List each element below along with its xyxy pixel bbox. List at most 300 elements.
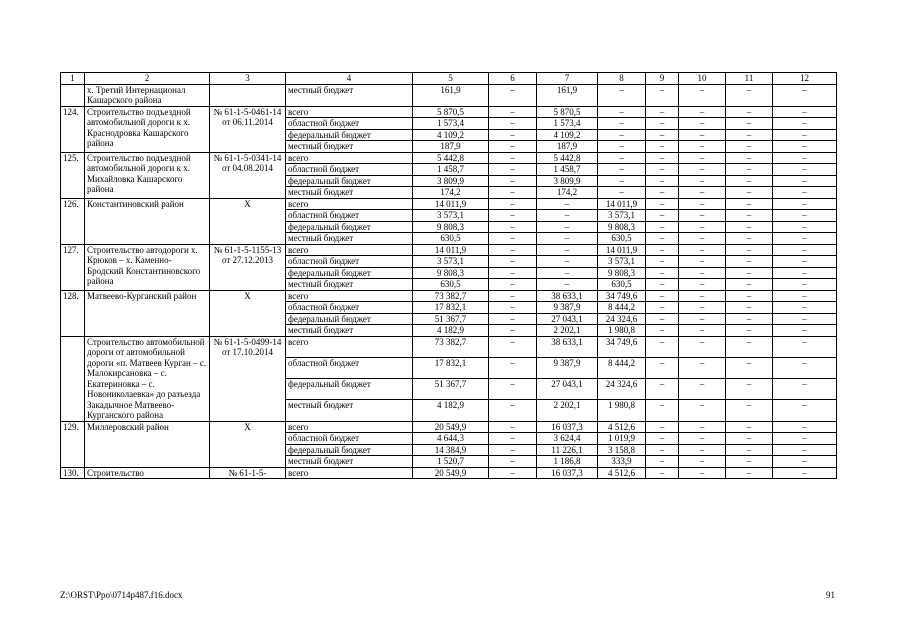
col6-value-cell: –: [489, 152, 537, 164]
col10-value-cell: –: [679, 456, 726, 468]
col9-value-cell: –: [646, 84, 679, 106]
row-number-cell: 128.: [61, 290, 85, 336]
col11-value-cell: –: [726, 444, 773, 456]
col9-value-cell: –: [646, 336, 679, 357]
col11-value-cell: –: [726, 433, 773, 445]
column-number-cell: 12: [773, 73, 837, 85]
table-row: [61, 290, 837, 302]
col6-value-cell: –: [489, 400, 537, 421]
object-name-cell: Строительство подъездной автомобильной дороги к х. Краснодровка Кашарского района: [85, 106, 210, 152]
funding-source-cell: всего: [286, 198, 413, 210]
total-value-cell: 4 182,9: [413, 400, 489, 421]
col10-value-cell: –: [679, 357, 726, 378]
col8-value-cell: 8 444,2: [598, 357, 646, 378]
col11-value-cell: –: [726, 267, 773, 279]
col6-value-cell: –: [489, 141, 537, 153]
total-value-cell: 630,5: [413, 233, 489, 245]
col8-value-cell: 34 749,6: [598, 336, 646, 357]
table-row: [61, 84, 837, 106]
col8-value-cell: 333,9: [598, 456, 646, 468]
total-value-cell: 630,5: [413, 279, 489, 291]
col12-value-cell: –: [773, 221, 837, 233]
col9-value-cell: –: [646, 313, 679, 325]
col10-value-cell: –: [679, 175, 726, 187]
col9-value-cell: –: [646, 279, 679, 291]
total-value-cell: 1 458,7: [413, 164, 489, 176]
col8-value-cell: –: [598, 164, 646, 176]
funding-source-cell: местный бюджет: [286, 233, 413, 245]
col11-value-cell: –: [726, 290, 773, 302]
col6-value-cell: –: [489, 210, 537, 222]
col10-value-cell: –: [679, 421, 726, 433]
total-value-cell: 4 109,2: [413, 129, 489, 141]
col11-value-cell: –: [726, 421, 773, 433]
col7-value-cell: 11 226,1: [537, 444, 598, 456]
col10-value-cell: –: [679, 444, 726, 456]
column-number-cell: 1: [61, 73, 85, 85]
row-number-cell: 127.: [61, 244, 85, 290]
row-number-cell: 130.: [61, 467, 85, 479]
col11-value-cell: –: [726, 221, 773, 233]
col9-value-cell: –: [646, 421, 679, 433]
col11-value-cell: –: [726, 210, 773, 222]
object-name-cell: х. Третий Интернационал Кашарского района: [85, 84, 210, 106]
funding-source-cell: местный бюджет: [286, 456, 413, 468]
total-value-cell: 9 808,3: [413, 221, 489, 233]
col7-value-cell: 161,9: [537, 84, 598, 106]
col10-value-cell: –: [679, 118, 726, 130]
col6-value-cell: –: [489, 336, 537, 357]
funding-source-cell: федеральный бюджет: [286, 175, 413, 187]
col8-value-cell: 3 158,8: [598, 444, 646, 456]
table-header-row: [61, 73, 837, 85]
col11-value-cell: –: [726, 141, 773, 153]
col12-value-cell: –: [773, 118, 837, 130]
col6-value-cell: –: [489, 357, 537, 378]
funding-source-cell: областной бюджет: [286, 256, 413, 268]
col7-value-cell: –: [537, 198, 598, 210]
total-value-cell: 5 870,5: [413, 106, 489, 118]
col6-value-cell: –: [489, 421, 537, 433]
col10-value-cell: –: [679, 152, 726, 164]
col10-value-cell: –: [679, 279, 726, 291]
col8-value-cell: 4 512,6: [598, 467, 646, 479]
col8-value-cell: 630,5: [598, 279, 646, 291]
col11-value-cell: –: [726, 400, 773, 421]
col7-value-cell: –: [537, 256, 598, 268]
row-number-cell: 124.: [61, 106, 85, 152]
col9-value-cell: –: [646, 118, 679, 130]
col9-value-cell: –: [646, 187, 679, 199]
col11-value-cell: –: [726, 152, 773, 164]
col10-value-cell: –: [679, 84, 726, 106]
column-number-cell: 5: [413, 73, 489, 85]
col12-value-cell: –: [773, 302, 837, 314]
column-number-cell: 4: [286, 73, 413, 85]
col10-value-cell: –: [679, 164, 726, 176]
document-ref-cell: Х: [210, 198, 286, 244]
col10-value-cell: –: [679, 210, 726, 222]
col8-value-cell: 630,5: [598, 233, 646, 245]
table-row: [61, 421, 837, 433]
col7-value-cell: 1 573,4: [537, 118, 598, 130]
col7-value-cell: –: [537, 244, 598, 256]
column-number-cell: 6: [489, 73, 537, 85]
total-value-cell: 4 644,3: [413, 433, 489, 445]
object-name-cell: Константиновский район: [85, 198, 210, 244]
col9-value-cell: –: [646, 198, 679, 210]
object-name-cell: Строительство автодороги х. Крюков – х. Каменно-Бродский Константиновского района: [85, 244, 210, 290]
funding-source-cell: областной бюджет: [286, 433, 413, 445]
col10-value-cell: –: [679, 244, 726, 256]
col11-value-cell: –: [726, 467, 773, 479]
funding-source-cell: федеральный бюджет: [286, 379, 413, 400]
page-number: 91: [826, 590, 835, 600]
object-name-cell: Строительство: [85, 467, 210, 479]
col11-value-cell: –: [726, 187, 773, 199]
col8-value-cell: 9 808,3: [598, 221, 646, 233]
col8-value-cell: 1 980,8: [598, 325, 646, 337]
col9-value-cell: –: [646, 456, 679, 468]
funding-source-cell: всего: [286, 336, 413, 357]
col12-value-cell: –: [773, 467, 837, 479]
col7-value-cell: 187,9: [537, 141, 598, 153]
col10-value-cell: –: [679, 302, 726, 314]
col12-value-cell: –: [773, 336, 837, 357]
col9-value-cell: –: [646, 302, 679, 314]
col12-value-cell: –: [773, 84, 837, 106]
col6-value-cell: –: [489, 129, 537, 141]
col7-value-cell: 2 202,1: [537, 400, 598, 421]
col7-value-cell: 1 458,7: [537, 164, 598, 176]
col10-value-cell: –: [679, 267, 726, 279]
table-row: [61, 106, 837, 118]
col7-value-cell: 4 109,2: [537, 129, 598, 141]
total-value-cell: 3 809,9: [413, 175, 489, 187]
col10-value-cell: –: [679, 233, 726, 245]
col7-value-cell: –: [537, 210, 598, 222]
col6-value-cell: –: [489, 433, 537, 445]
col11-value-cell: –: [726, 118, 773, 130]
col8-value-cell: 1 980,8: [598, 400, 646, 421]
col11-value-cell: –: [726, 313, 773, 325]
col6-value-cell: –: [489, 467, 537, 479]
col8-value-cell: –: [598, 129, 646, 141]
funding-source-cell: местный бюджет: [286, 187, 413, 199]
funding-source-cell: местный бюджет: [286, 84, 413, 106]
col9-value-cell: –: [646, 106, 679, 118]
total-value-cell: 4 182,9: [413, 325, 489, 337]
col10-value-cell: –: [679, 400, 726, 421]
funding-source-cell: всего: [286, 106, 413, 118]
col7-value-cell: 5 442,8: [537, 152, 598, 164]
col12-value-cell: –: [773, 210, 837, 222]
col11-value-cell: –: [726, 357, 773, 378]
col8-value-cell: 8 444,2: [598, 302, 646, 314]
funding-source-cell: областной бюджет: [286, 210, 413, 222]
total-value-cell: 1 520,7: [413, 456, 489, 468]
col6-value-cell: –: [489, 233, 537, 245]
col6-value-cell: –: [489, 379, 537, 400]
document-ref-cell: № 61-1-5-0499-14 от 17.10.2014: [210, 336, 286, 421]
col12-value-cell: –: [773, 198, 837, 210]
funding-source-cell: всего: [286, 421, 413, 433]
table-row: [61, 198, 837, 210]
col8-value-cell: –: [598, 84, 646, 106]
col12-value-cell: –: [773, 152, 837, 164]
column-number-cell: 8: [598, 73, 646, 85]
col8-value-cell: –: [598, 152, 646, 164]
col12-value-cell: –: [773, 421, 837, 433]
col7-value-cell: 9 387,9: [537, 357, 598, 378]
col10-value-cell: –: [679, 187, 726, 199]
col9-value-cell: –: [646, 325, 679, 337]
col9-value-cell: –: [646, 467, 679, 479]
col12-value-cell: –: [773, 433, 837, 445]
row-number-cell: [61, 84, 85, 106]
funding-source-cell: федеральный бюджет: [286, 267, 413, 279]
col9-value-cell: –: [646, 244, 679, 256]
col12-value-cell: –: [773, 357, 837, 378]
col9-value-cell: –: [646, 129, 679, 141]
column-number-cell: 3: [210, 73, 286, 85]
total-value-cell: 187,9: [413, 141, 489, 153]
col9-value-cell: –: [646, 233, 679, 245]
col8-value-cell: –: [598, 175, 646, 187]
col11-value-cell: –: [726, 129, 773, 141]
col6-value-cell: –: [489, 164, 537, 176]
col12-value-cell: –: [773, 444, 837, 456]
col12-value-cell: –: [773, 244, 837, 256]
col8-value-cell: 24 324,6: [598, 313, 646, 325]
col9-value-cell: –: [646, 210, 679, 222]
col8-value-cell: –: [598, 106, 646, 118]
document-ref-cell: [210, 84, 286, 106]
total-value-cell: 161,9: [413, 84, 489, 106]
col6-value-cell: –: [489, 279, 537, 291]
col12-value-cell: –: [773, 400, 837, 421]
col12-value-cell: –: [773, 106, 837, 118]
row-number-cell: 125.: [61, 152, 85, 198]
col7-value-cell: 27 043,1: [537, 313, 598, 325]
col6-value-cell: –: [489, 106, 537, 118]
col7-value-cell: 2 202,1: [537, 325, 598, 337]
col6-value-cell: –: [489, 244, 537, 256]
col11-value-cell: –: [726, 198, 773, 210]
col12-value-cell: –: [773, 233, 837, 245]
col12-value-cell: –: [773, 256, 837, 268]
column-number-cell: 7: [537, 73, 598, 85]
funding-source-cell: областной бюджет: [286, 118, 413, 130]
file-path: Z:\ORST\Ppo\0714p487.f16.docx: [60, 590, 183, 600]
col9-value-cell: –: [646, 141, 679, 153]
col9-value-cell: –: [646, 357, 679, 378]
col10-value-cell: –: [679, 290, 726, 302]
col6-value-cell: –: [489, 444, 537, 456]
funding-source-cell: местный бюджет: [286, 141, 413, 153]
col8-value-cell: 3 573,1: [598, 210, 646, 222]
col6-value-cell: –: [489, 84, 537, 106]
col7-value-cell: 16 037,3: [537, 467, 598, 479]
col10-value-cell: –: [679, 141, 726, 153]
col9-value-cell: –: [646, 256, 679, 268]
total-value-cell: 1 573,4: [413, 118, 489, 130]
total-value-cell: 3 573,1: [413, 210, 489, 222]
col8-value-cell: –: [598, 141, 646, 153]
total-value-cell: 51 367,7: [413, 379, 489, 400]
total-value-cell: 17 832,1: [413, 302, 489, 314]
col6-value-cell: –: [489, 302, 537, 314]
col8-value-cell: 14 011,9: [598, 244, 646, 256]
col11-value-cell: –: [726, 175, 773, 187]
col7-value-cell: 1 186,8: [537, 456, 598, 468]
column-number-cell: 2: [85, 73, 210, 85]
col8-value-cell: 3 573,1: [598, 256, 646, 268]
col10-value-cell: –: [679, 256, 726, 268]
col11-value-cell: –: [726, 456, 773, 468]
col11-value-cell: –: [726, 84, 773, 106]
total-value-cell: 5 442,8: [413, 152, 489, 164]
object-name-cell: Строительство подъездной автомобильной дороги к х. Михайловка Кашарского района: [85, 152, 210, 198]
col7-value-cell: 9 387,9: [537, 302, 598, 314]
total-value-cell: 9 808,3: [413, 267, 489, 279]
col12-value-cell: –: [773, 325, 837, 337]
col12-value-cell: –: [773, 379, 837, 400]
col11-value-cell: –: [726, 256, 773, 268]
col6-value-cell: –: [489, 256, 537, 268]
funding-source-cell: федеральный бюджет: [286, 313, 413, 325]
total-value-cell: 20 549,9: [413, 467, 489, 479]
col12-value-cell: –: [773, 456, 837, 468]
col10-value-cell: –: [679, 336, 726, 357]
col12-value-cell: –: [773, 141, 837, 153]
total-value-cell: 51 367,7: [413, 313, 489, 325]
col12-value-cell: –: [773, 129, 837, 141]
col9-value-cell: –: [646, 379, 679, 400]
col7-value-cell: 16 037,3: [537, 421, 598, 433]
funding-source-cell: федеральный бюджет: [286, 444, 413, 456]
col6-value-cell: –: [489, 325, 537, 337]
col10-value-cell: –: [679, 467, 726, 479]
col10-value-cell: –: [679, 379, 726, 400]
total-value-cell: 17 832,1: [413, 357, 489, 378]
total-value-cell: 3 573,1: [413, 256, 489, 268]
funding-source-cell: областной бюджет: [286, 164, 413, 176]
col12-value-cell: –: [773, 175, 837, 187]
document-ref-cell: № 61-1-5-: [210, 467, 286, 479]
col6-value-cell: –: [489, 290, 537, 302]
document-ref-cell: № 61-1-5-0461-14 от 06.11.2014: [210, 106, 286, 152]
col11-value-cell: –: [726, 302, 773, 314]
col7-value-cell: 3 809,9: [537, 175, 598, 187]
col12-value-cell: –: [773, 279, 837, 291]
document-ref-cell: № 61-1-5-0341-14 от 04.08.2014: [210, 152, 286, 198]
col7-value-cell: 5 870,5: [537, 106, 598, 118]
funding-source-cell: федеральный бюджет: [286, 129, 413, 141]
table-row: [61, 336, 837, 357]
budget-table: [60, 72, 837, 479]
col6-value-cell: –: [489, 221, 537, 233]
total-value-cell: 73 382,7: [413, 290, 489, 302]
row-number-cell: 129.: [61, 421, 85, 467]
col8-value-cell: –: [598, 187, 646, 199]
col12-value-cell: –: [773, 164, 837, 176]
col6-value-cell: –: [489, 456, 537, 468]
col8-value-cell: 34 749,6: [598, 290, 646, 302]
col6-value-cell: –: [489, 175, 537, 187]
col6-value-cell: –: [489, 118, 537, 130]
col9-value-cell: –: [646, 152, 679, 164]
object-name-cell: Строительство автомобильной дороги от автомобильной дороги «п. Матвеев Курган – с. Малокирсановка – с. Екатериновка – с. Новониколаевка» до разъезда Закадычное Матвеево-Курганского района: [85, 336, 210, 421]
table-row: [61, 244, 837, 256]
funding-source-cell: местный бюджет: [286, 400, 413, 421]
total-value-cell: 174,2: [413, 187, 489, 199]
funding-source-cell: всего: [286, 467, 413, 479]
col11-value-cell: –: [726, 279, 773, 291]
total-value-cell: 14 011,9: [413, 198, 489, 210]
col12-value-cell: –: [773, 313, 837, 325]
funding-source-cell: областной бюджет: [286, 357, 413, 378]
funding-source-cell: областной бюджет: [286, 302, 413, 314]
col7-value-cell: –: [537, 267, 598, 279]
col11-value-cell: –: [726, 325, 773, 337]
total-value-cell: 20 549,9: [413, 421, 489, 433]
col11-value-cell: –: [726, 233, 773, 245]
col9-value-cell: –: [646, 290, 679, 302]
col8-value-cell: 9 808,3: [598, 267, 646, 279]
col9-value-cell: –: [646, 444, 679, 456]
funding-source-cell: всего: [286, 290, 413, 302]
col9-value-cell: –: [646, 267, 679, 279]
funding-source-cell: местный бюджет: [286, 325, 413, 337]
table-row: [61, 467, 837, 479]
col8-value-cell: 24 324,6: [598, 379, 646, 400]
col9-value-cell: –: [646, 164, 679, 176]
col8-value-cell: 4 512,6: [598, 421, 646, 433]
column-number-cell: 10: [679, 73, 726, 85]
col8-value-cell: –: [598, 118, 646, 130]
col10-value-cell: –: [679, 221, 726, 233]
col10-value-cell: –: [679, 325, 726, 337]
column-number-cell: 11: [726, 73, 773, 85]
object-name-cell: Матвеево-Курганский район: [85, 290, 210, 336]
column-number-cell: 9: [646, 73, 679, 85]
col10-value-cell: –: [679, 129, 726, 141]
row-number-cell: [61, 336, 85, 421]
col12-value-cell: –: [773, 187, 837, 199]
funding-source-cell: местный бюджет: [286, 279, 413, 291]
col11-value-cell: –: [726, 379, 773, 400]
col10-value-cell: –: [679, 198, 726, 210]
col7-value-cell: –: [537, 233, 598, 245]
row-number-cell: 126.: [61, 198, 85, 244]
col9-value-cell: –: [646, 400, 679, 421]
col12-value-cell: –: [773, 290, 837, 302]
document-ref-cell: Х: [210, 290, 286, 336]
col8-value-cell: 14 011,9: [598, 198, 646, 210]
col7-value-cell: 174,2: [537, 187, 598, 199]
col10-value-cell: –: [679, 433, 726, 445]
col6-value-cell: –: [489, 267, 537, 279]
document-ref-cell: Х: [210, 421, 286, 467]
funding-source-cell: всего: [286, 244, 413, 256]
funding-source-cell: федеральный бюджет: [286, 221, 413, 233]
total-value-cell: 14 384,9: [413, 444, 489, 456]
total-value-cell: 14 011,9: [413, 244, 489, 256]
document-ref-cell: № 61-1-5-1155-13 от 27.12.2013: [210, 244, 286, 290]
col9-value-cell: –: [646, 433, 679, 445]
col7-value-cell: 3 624,4: [537, 433, 598, 445]
